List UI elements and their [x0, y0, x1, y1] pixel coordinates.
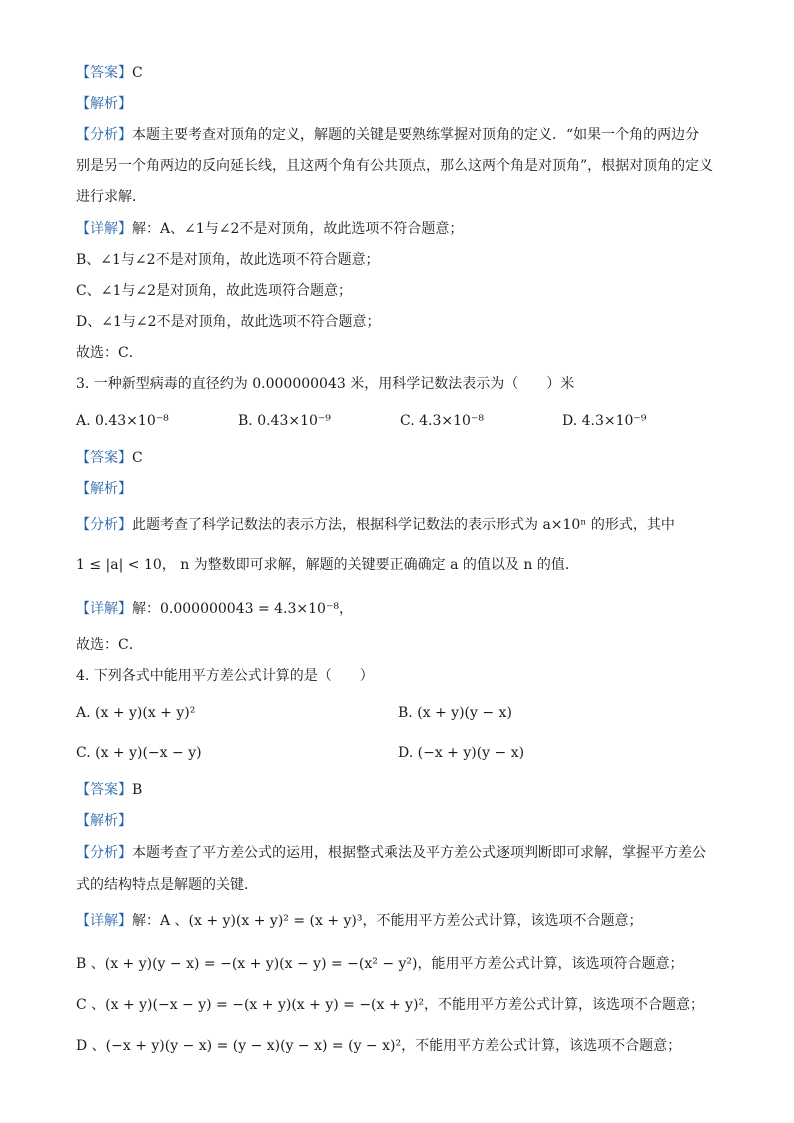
q4-detail-text: 解：A 、(x + y)(x + y)² = (x + y)³，不能用平方差公式计算，该选项不合题意； — [132, 913, 643, 929]
q3-fenxi-line-2: 1 ≤ |a| < 10， n 为整数即可求解，解题的关键要正确确定 a 的值以及 n 的值． — [76, 557, 579, 573]
q3-answer-tag: 【答案】 — [76, 450, 132, 466]
q4-option-d: D. (−x + y)(y − x) — [398, 745, 525, 761]
conclusion-line: 故选：C． — [76, 345, 143, 361]
detail-text: 解：A、∠1与∠2不是对顶角，故此选项不符合题意； — [132, 221, 464, 237]
q4-detail-tag: 【详解】 — [76, 913, 132, 929]
q3-detail-tag: 【详解】 — [76, 601, 132, 617]
q3-answer-line — [76, 449, 143, 467]
q4-detail-line-1 — [76, 912, 643, 930]
q3-fenxi-tag: 【分析】 — [76, 517, 132, 533]
q4-answer-line — [76, 781, 142, 799]
q4-fenxi-line-1 — [76, 844, 706, 862]
fenxi-line-1 — [76, 126, 699, 144]
q3-fenxi-line-1 — [76, 516, 675, 534]
q3-option-c: C. 4.3×10⁻⁸ — [400, 413, 484, 429]
q4-fenxi-text: 本题考查了平方差公式的运用，根据整式乘法及平方差公式逐项判断即可求解，掌握平方差公 — [132, 845, 706, 861]
detail-tag: 【详解】 — [76, 221, 132, 237]
q4-detail-line-2: B 、(x + y)(y − x) = −(x + y)(x − y) = −(x² − y²)，能用平方差公式计算，该选项符合题意； — [76, 956, 684, 972]
fenxi-line-3: 进行求解． — [76, 189, 146, 205]
q3-detail-text: 解：0.000000043 = 4.3×10⁻⁸， — [132, 601, 353, 617]
fenxi-line-2: 别是另一个角两边的反向延长线，且这两个角有公共顶点，那么这两个角是对顶角”，根据对顶角的定义 — [76, 158, 714, 174]
q3-option-a: A. 0.43×10⁻⁸ — [76, 413, 169, 429]
q3-option-b: B. 0.43×10⁻⁹ — [238, 413, 331, 429]
q4-detail-line-3: C 、(x + y)(−x − y) = −(x + y)(x + y) = −(x + y)²，不能用平方差公式计算，该选项不合题意； — [76, 997, 705, 1013]
analysis-tag: 【解析】 — [76, 96, 132, 112]
question-4: 4. 下列各式中能用平方差公式计算的是（ ） — [76, 668, 374, 684]
q3-detail-line — [76, 600, 353, 618]
q4-analysis-heading — [76, 812, 132, 830]
detail-line-3: C、∠1与∠2是对顶角，故此选项符合题意； — [76, 283, 352, 299]
q4-option-a: A. (x + y)(x + y)² — [76, 705, 196, 721]
q3-analysis-heading — [76, 480, 132, 498]
answer-tag: 【答案】 — [76, 65, 132, 81]
q4-fenxi-tag: 【分析】 — [76, 845, 132, 861]
analysis-heading — [76, 95, 132, 113]
q4-analysis-tag: 【解析】 — [76, 813, 132, 829]
q4-option-b: B. (x + y)(y − x) — [398, 705, 512, 721]
q4-answer-tag: 【答案】 — [76, 782, 132, 798]
q4-option-c: C. (x + y)(−x − y) — [76, 745, 202, 761]
q4-detail-line-4: D 、(−x + y)(y − x) = (y − x)(y − x) = (y − x)²，不能用平方差公式计算，该选项不合题意； — [76, 1038, 682, 1054]
q3-analysis-tag: 【解析】 — [76, 481, 132, 497]
fenxi-tag: 【分析】 — [76, 127, 132, 143]
fenxi-text: 本题主要考查对顶角的定义，解题的关键是要熟练掌握对顶角的定义．“如果一个角的两边分 — [132, 127, 700, 143]
detail-line-1 — [76, 220, 463, 238]
q3-fenxi-text: 此题考查了科学记数法的表示方法，根据科学记数法的表示形式为 a×10ⁿ 的形式，其中 — [132, 517, 675, 533]
detail-line-2: B、∠1与∠2不是对顶角，故此选项不符合题意； — [76, 252, 380, 268]
q3-option-d: D. 4.3×10⁻⁹ — [562, 413, 647, 429]
detail-line-4: D、∠1与∠2不是对顶角，故此选项不符合题意； — [76, 314, 381, 330]
q4-fenxi-line-2: 式的结构特点是解题的关键． — [76, 877, 258, 893]
answer-value: C — [132, 65, 143, 81]
q3-answer-value: C — [132, 450, 143, 466]
answer-line — [76, 64, 143, 82]
q4-answer-value: B — [132, 782, 143, 798]
q3-conclusion-line: 故选：C． — [76, 637, 143, 653]
question-3: 3. 一种新型病毒的直径约为 0.000000043 米，用科学记数法表示为（ ）米 — [76, 376, 575, 392]
